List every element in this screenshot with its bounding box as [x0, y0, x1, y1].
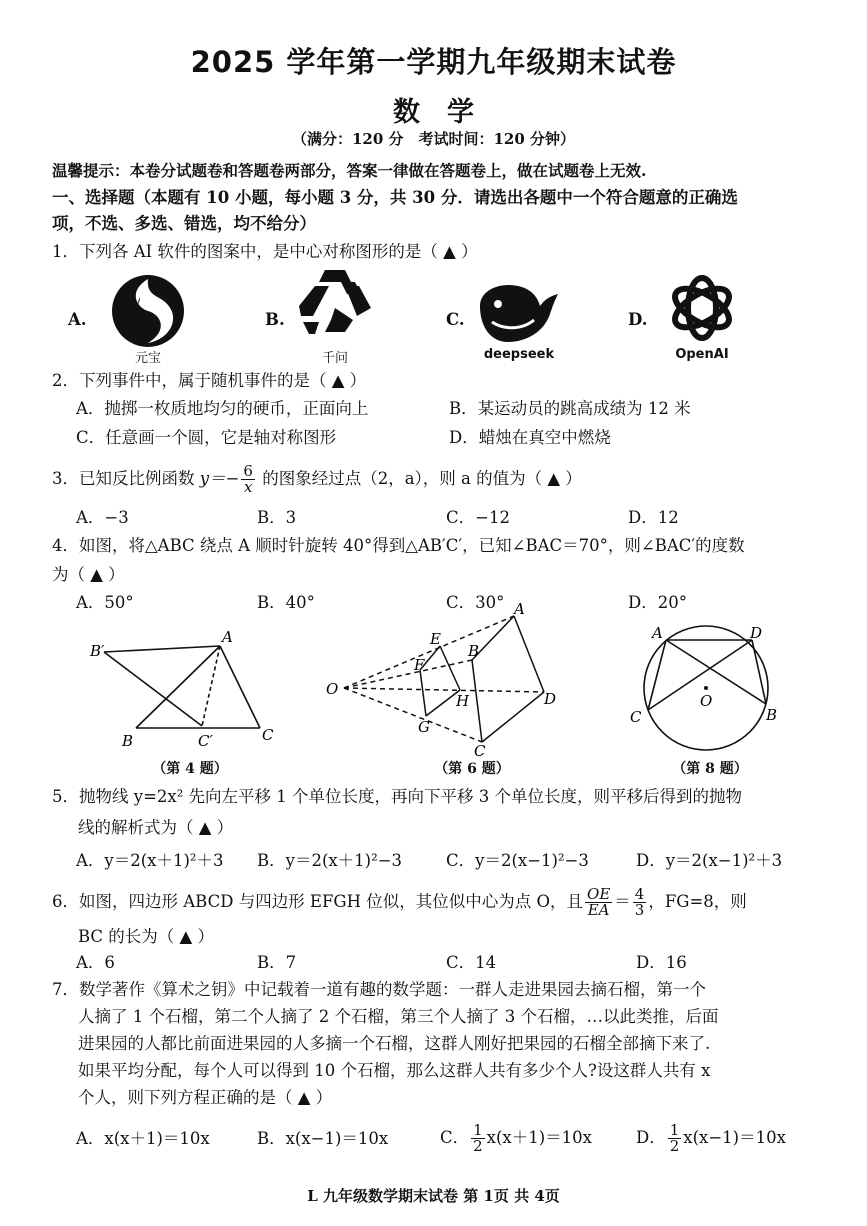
q5-option-b: B．y＝2(x＋1)²−3: [257, 851, 403, 870]
q2-option-a: A．抛掷一枚质地均匀的硬币，正面向上: [76, 399, 369, 418]
q7-option-c-expr: x(x＋1)＝10x: [486, 1128, 592, 1147]
fig6-caption: （第 6 题）: [434, 761, 510, 777]
q5-stem-line2: 线的解析式为（ ▲ ）: [78, 818, 234, 837]
q7-option-c-prefix: C．: [440, 1128, 470, 1147]
fig8-label-b: B: [766, 706, 778, 724]
fig6-label-g: G: [418, 718, 430, 736]
q1-stem: 1．下列各 AI 软件的图案中，是中心对称图形的是（ ▲ ）: [52, 242, 478, 261]
q7-option-d-half: [668, 1123, 682, 1154]
q6-stem-post: ，FG=8，则: [648, 892, 747, 911]
fig8-caption: （第 8 题）: [672, 761, 748, 777]
q2-option-b: B．某运动员的跳高成绩为 12 米: [449, 399, 691, 418]
q7-option-c-half: [471, 1123, 485, 1154]
q6-stem-line2: BC 的长为（ ▲ ）: [78, 927, 214, 946]
q7-option-d-prefix: D．: [636, 1128, 666, 1147]
q1-option-c-letter: C.: [446, 310, 465, 329]
q7-stem-line5: 个人，则下列方程正确的是（ ▲ ）: [78, 1088, 333, 1107]
q4-option-a: A．50°: [76, 593, 134, 612]
q6-option-c: C．14: [446, 953, 497, 972]
q7-option-a: A．x(x＋1)＝10x: [76, 1129, 210, 1148]
fig4-label-c: C: [262, 726, 274, 744]
q1-option-b-caption: 千问: [321, 351, 348, 366]
q4-stem-line2: 为（ ▲ ）: [52, 565, 125, 584]
q4-option-c: C．30°: [446, 593, 505, 612]
fig6-label-e: E: [430, 630, 441, 648]
q4-stem-line1: 4．如图，将△ABC 绕点 A 顺时针旋转 40°得到△AB′C′，已知∠BAC＝70°，则∠BAC′的度数: [52, 536, 745, 555]
q3-fraction-num: 6: [243, 462, 253, 480]
fig6-label-b: B: [468, 642, 480, 660]
q5-option-d: D．y＝2(x−1)²＋3: [636, 851, 783, 870]
q5-option-c: C．y＝2(x−1)²−3: [446, 851, 589, 870]
fig6-label-h: H: [456, 692, 470, 710]
q6-option-a: A．6: [76, 953, 115, 972]
fig8-label-c: C: [630, 708, 642, 726]
q6-stem: [52, 884, 747, 920]
fig4-label-a: A: [222, 628, 233, 646]
q7-option-c: [440, 1118, 592, 1158]
q7-option-d-expr: x(x−1)＝10x: [683, 1128, 786, 1147]
deepseek-whale-icon: [474, 276, 564, 346]
q5-stem-line1: 5．抛物线 y=2x² 先向左平移 1 个单位长度，再向下平移 3 个单位长度，则平移后得到的抛物: [52, 787, 743, 806]
q7-stem-line4: 如果平均分配，每个人可以得到 10 个石榴，那么这群人共有多少个人?设这群人共有 x: [78, 1061, 711, 1080]
fig6-label-o: O: [326, 680, 339, 698]
openai-knot-icon: [662, 270, 742, 346]
q4-option-d: D．20°: [628, 593, 687, 612]
q1-option-a-letter: A.: [68, 310, 87, 329]
q3-stem: [52, 462, 582, 496]
q7-option-d: [636, 1118, 786, 1158]
q6-value-num: 4: [634, 885, 645, 903]
fig4-caption: （第 4 题）: [152, 761, 228, 777]
q3-option-a: A．−3: [76, 508, 129, 527]
q6-ratio-fraction: [585, 887, 612, 918]
q7-option-c-half-den: 2: [473, 1137, 483, 1155]
qianwen-logo-icon: [295, 268, 375, 344]
q6-equals: ＝: [614, 892, 631, 911]
q2-option-d: D．蜡烛在真空中燃烧: [449, 428, 611, 447]
q2-stem: 2．下列事件中，属于随机事件的是（ ▲ ）: [52, 371, 367, 390]
exam-title: 2025 学年第一学期九年级期末试卷: [190, 45, 677, 79]
q3-stem-post: 的图象经过点（2，a），则 a 的值为（ ▲ ）: [256, 469, 582, 488]
fig6-label-f: F: [414, 656, 425, 674]
q1-option-a-caption: 元宝: [134, 351, 161, 366]
q3-fraction: [241, 464, 255, 495]
q7-stem-line3: 进果园的人都比前面进果园的人多摘一个石榴，这群人刚好把果园的石榴全部摘下来了.: [78, 1034, 711, 1053]
q6-ratio-num: OE: [587, 885, 611, 903]
fig8-label-o: O: [700, 692, 713, 710]
q6-stem-pre: 6．如图，四边形 ABCD 与四边形 EFGH 位似，其位似中心为点 O，且: [52, 892, 584, 911]
q3-option-c: C．−12: [446, 508, 510, 527]
fig6-label-d: D: [544, 690, 557, 708]
fig6-label-c: C: [474, 742, 486, 757]
q1-option-c-caption: deepseek: [483, 347, 555, 362]
q3-fraction-den: x: [243, 478, 253, 496]
fig6-label-a: A: [514, 602, 525, 618]
q2-option-c: C．任意画一个圆，它是轴对称图形: [76, 428, 337, 447]
q6-ratio-den: EA: [587, 901, 610, 919]
section1-heading-line1: 一、选择题（本题有 10 小题，每小题 3 分，共 30 分．请选出各题中一个符合题意的正确选: [52, 188, 738, 207]
q1-option-d-caption: OpenAI: [675, 347, 729, 362]
subject-title: 数 学: [393, 97, 474, 128]
q4-option-b: B．40°: [257, 593, 315, 612]
fig8-label-a: A: [652, 624, 663, 642]
q6-value-den: 3: [634, 901, 645, 919]
q3-option-b: B．3: [257, 508, 297, 527]
page-footer: L 九年级数学期末试卷 第 1页 共 4页: [307, 1187, 560, 1205]
q7-option-c-half-num: 1: [473, 1121, 483, 1139]
q1-option-b-letter: B.: [265, 310, 285, 329]
fig4-label-c1: C′: [198, 732, 213, 750]
q7-stem-line2: 人摘了 1 个石榴，第二个人摘了 2 个石榴，第三个人摘了 3 个石榴，…以此类推，后面: [78, 1007, 719, 1026]
figure-8: [628, 622, 788, 752]
fig4-label-b1: B′: [90, 642, 105, 660]
q3-option-d: D．12: [628, 508, 679, 527]
q3-function-lhs: y＝−: [199, 469, 240, 488]
q6-value-fraction: [633, 887, 647, 918]
exam-meta: （满分：120 分 考试时间：120 分钟）: [291, 130, 576, 148]
q7-option-b: B．x(x−1)＝10x: [257, 1129, 389, 1148]
notice: 温馨提示：本卷分试题卷和答题卷两部分，答案一律做在答题卷上，做在试题卷上无效.: [52, 161, 647, 180]
fig8-label-d: D: [750, 624, 763, 642]
q7-option-d-half-den: 2: [669, 1137, 680, 1155]
section1-heading-line2: 项，不选、多选、错选，均不给分）: [52, 214, 316, 233]
figure-4: [88, 622, 288, 752]
q6-option-d: D．16: [636, 953, 687, 972]
fig4-label-b: B: [122, 732, 134, 750]
q3-stem-pre: 3．已知反比例函数: [52, 469, 200, 488]
yuanbao-logo-icon: [110, 273, 186, 349]
q5-option-a: A．y＝2(x＋1)²＋3: [76, 851, 224, 870]
q1-option-d-letter: D.: [628, 310, 648, 329]
q7-stem-line1: 7．数学著作《算术之钥》中记载着一道有趣的数学题：一群人走进果园去摘石榴，第一个: [52, 980, 706, 999]
q6-option-b: B．7: [257, 953, 297, 972]
figure-6: [322, 602, 567, 757]
q7-option-d-half-num: 1: [669, 1121, 680, 1139]
